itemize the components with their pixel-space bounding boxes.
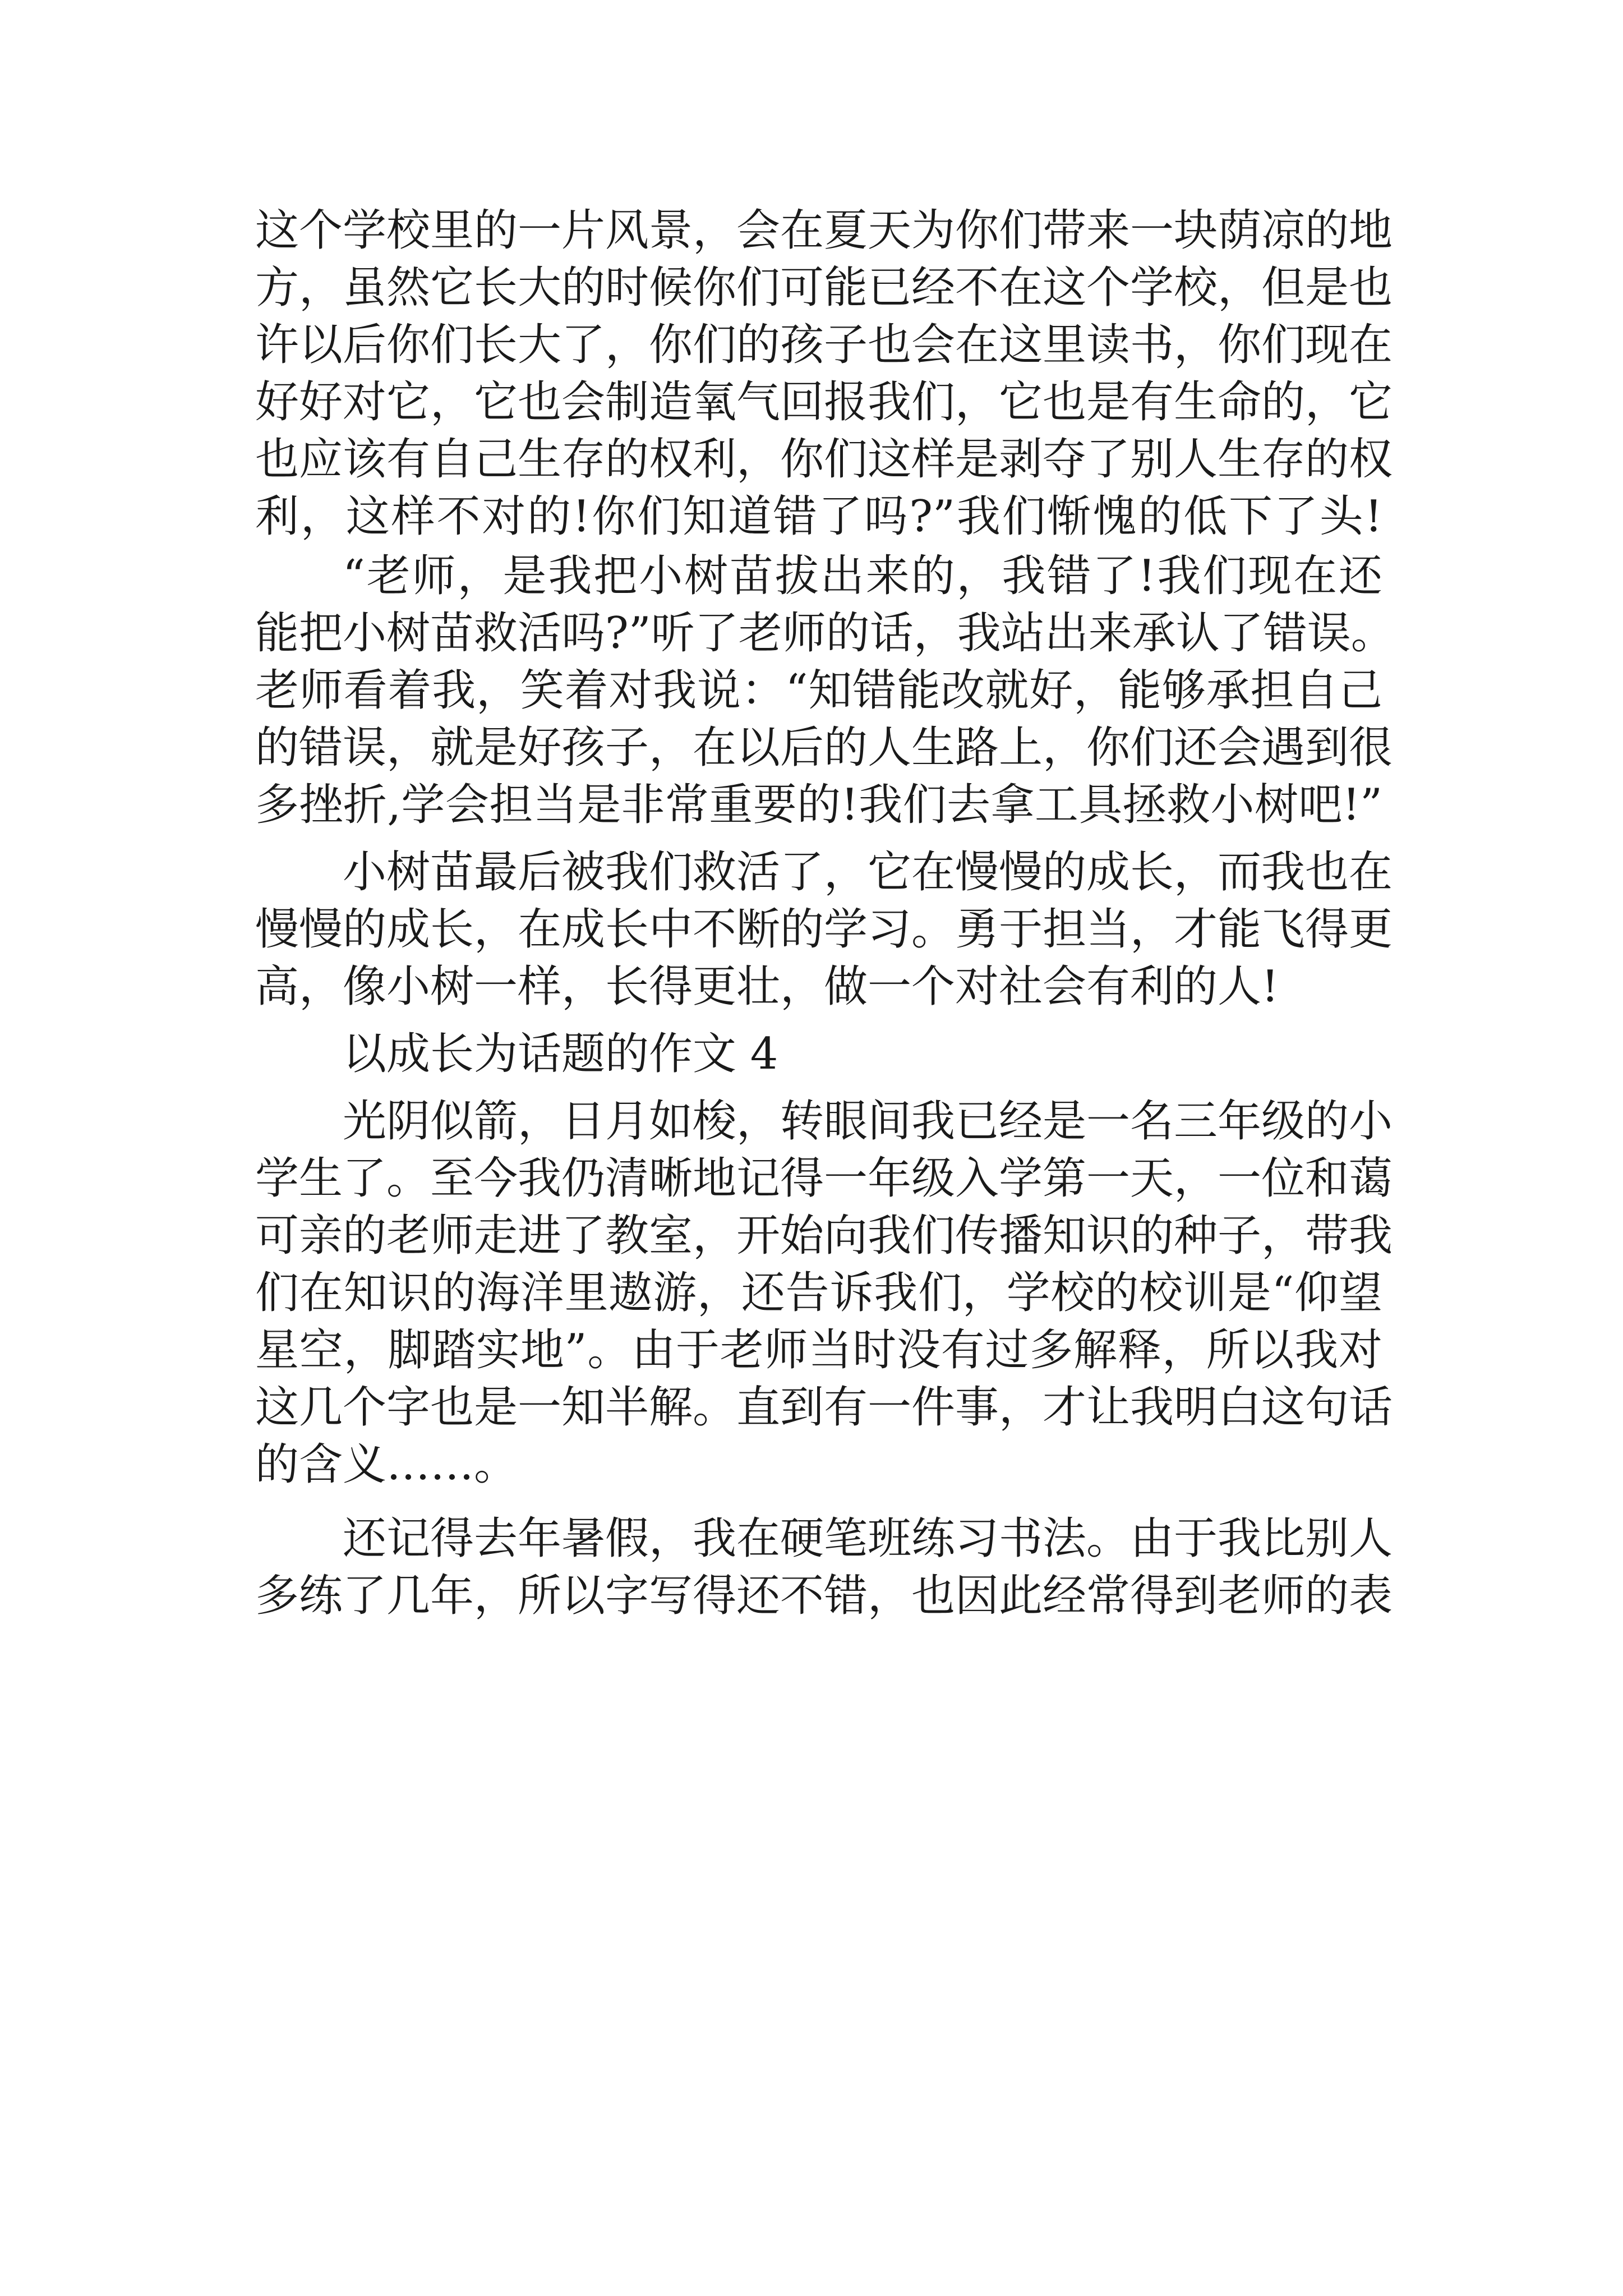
text-line: 学生了。至今我仍清晰地记得一年级入学第一天，一位和蔼	[255, 1153, 1393, 1204]
section-heading: 以成长为话题的作文 4	[343, 1029, 778, 1079]
text-line: 方，虽然它长大的时候你们可能已经不在这个学校，但是也	[255, 263, 1393, 313]
paragraph-first-line: 还记得去年暑假，我在硬笔班练习书法。由于我比别人	[343, 1513, 1393, 1564]
text-line: 好好对它，它也会制造氧气回报我们，它也是有生命的，它	[255, 377, 1393, 427]
text-line: 能把小树苗救活吗?”听了老师的话，我站出来承认了错误。	[255, 608, 1395, 659]
paragraph-first-line: 光阴似箭，日月如梭，转眼间我已经是一名三年级的小	[343, 1096, 1393, 1147]
text-line: 许以后你们长大了，你们的孩子也会在这里读书，你们现在	[255, 320, 1393, 370]
text-line: 可亲的老师走进了教室，开始向我们传播知识的种子，带我	[255, 1211, 1393, 1261]
text-line: 慢慢的成长，在成长中不断的学习。勇于担当，才能飞得更	[255, 904, 1393, 955]
text-line: 这个学校里的一片风景，会在夏天为你们带来一块荫凉的地	[255, 205, 1393, 256]
text-line: 高，像小树一样，长得更壮，做一个对社会有利的人!	[255, 961, 1279, 1012]
text-line: 老师看着我，笑着对我说：“知错能改就好，能够承担自己	[255, 665, 1382, 716]
text-line: 的含义……。	[255, 1439, 518, 1490]
text-line: 们在知识的海洋里遨游，还告诉我们，学校的校训是“仰望	[255, 1268, 1382, 1318]
paragraph-first-line: “老师，是我把小树苗拔出来的，我错了!我们现在还	[343, 551, 1382, 601]
body-text	[255, 202, 1395, 1625]
text-line: 这几个字也是一知半解。直到有一件事，才让我明白这句话	[255, 1382, 1393, 1433]
text-line: 的错误，就是好孩子，在以后的人生路上，你们还会遇到很	[255, 723, 1393, 773]
text-line: 多练了几年，所以字写得还不错，也因此经常得到老师的表	[255, 1571, 1393, 1621]
text-line: 多挫折,学会担当是非常重要的!我们去拿工具拯救小树吧!”	[255, 780, 1382, 830]
text-line: 星空，脚踏实地”。由于老师当时没有过多解释，所以我对	[255, 1325, 1382, 1375]
text-line: 也应该有自己生存的权利，你们这样是剥夺了别人生存的权	[255, 434, 1393, 485]
text-line: 利，这样不对的!你们知道错了吗?”我们惭愧的低下了头!	[255, 491, 1382, 542]
paragraph-first-line: 小树苗最后被我们救活了，它在慢慢的成长，而我也在	[343, 847, 1393, 898]
